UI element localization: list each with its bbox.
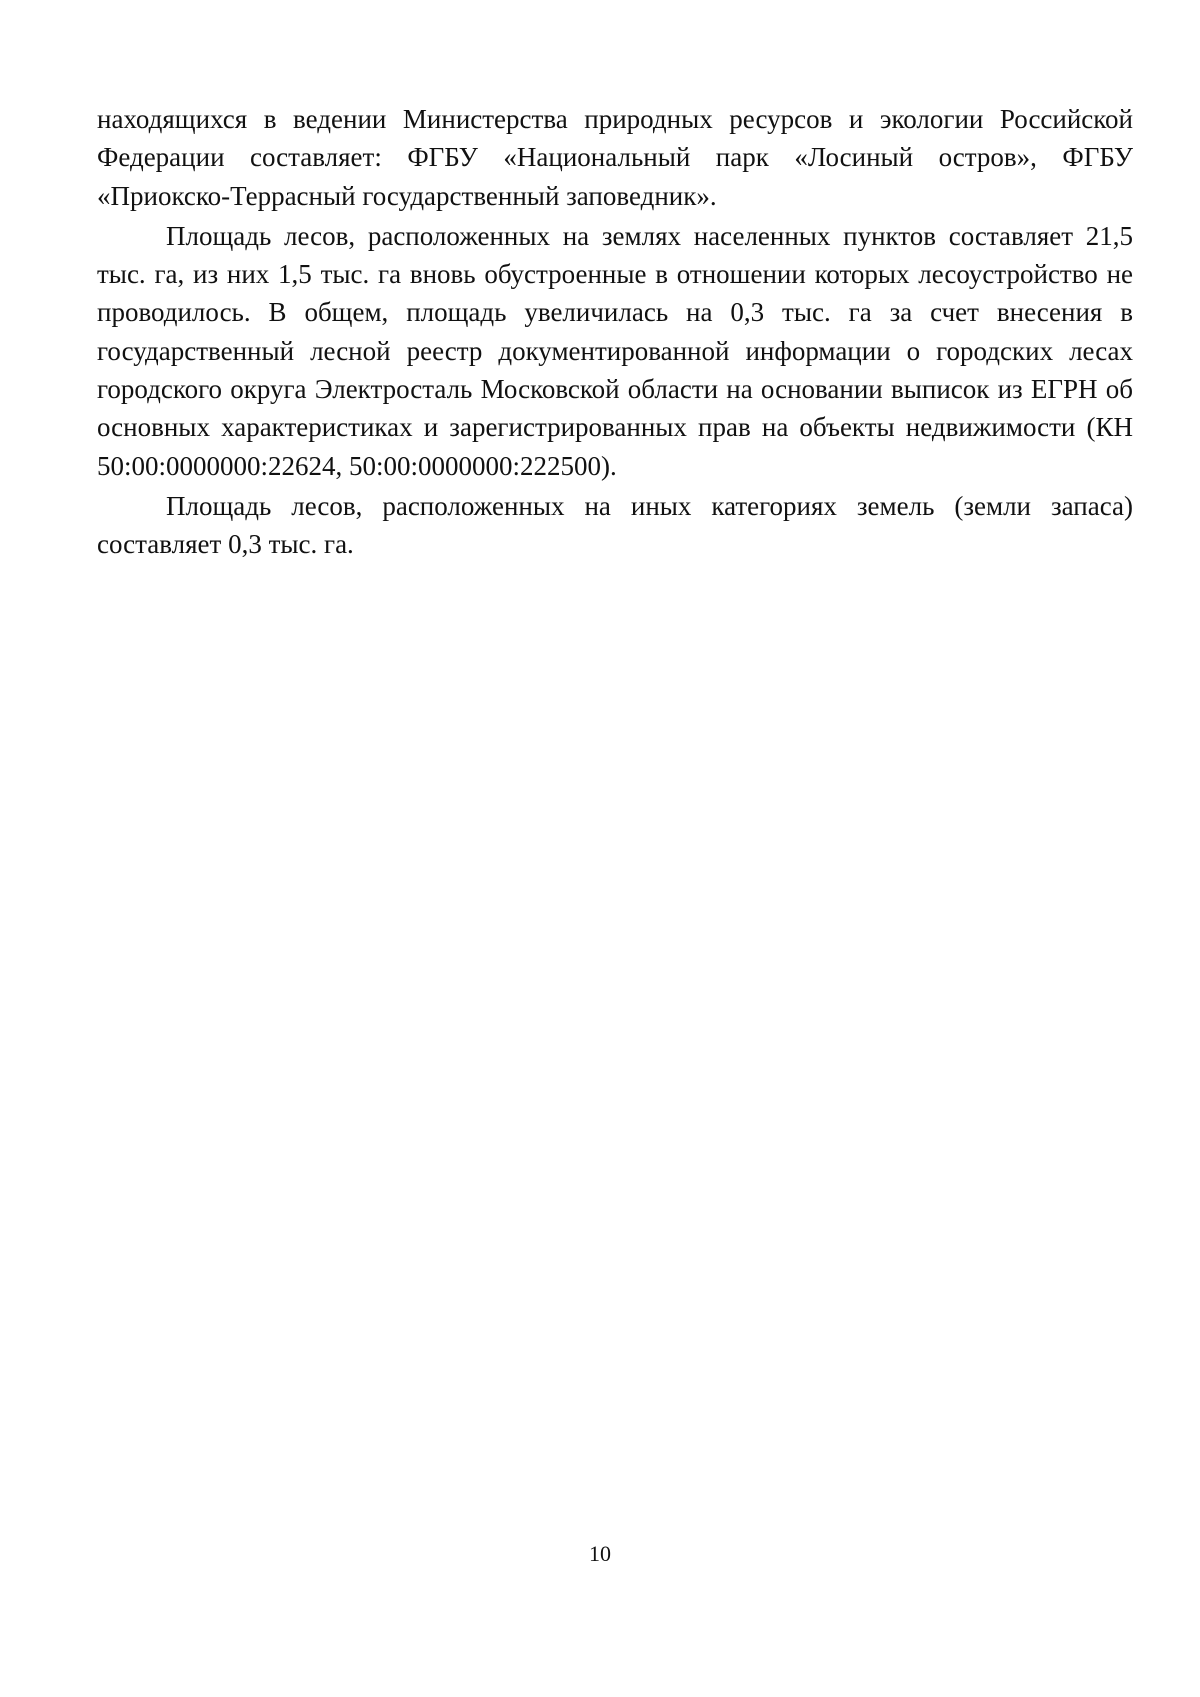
page-number: 10	[589, 1541, 611, 1566]
document-body	[97, 100, 1133, 564]
paragraph-continuation: находящихся в ведении Министерства природных ресурсов и экологии Российской Федерации составляет: ФГБУ «Национальный парк «Лосиный остров», ФГБУ «Приокско-Террасный государственный заповедник».	[97, 104, 1133, 211]
paragraph-settlement-forests: Площадь лесов, расположенных на землях населенных пунктов составляет 21,5 тыс. га, из них 1,5 тыс. га вновь обустроенные в отношении которых лесоустройство не проводилось. В общем, площадь увеличилась на 0,3 тыс. га за счет внесения в государственный лесной реестр документированной информации о городских лесах городского округа Электросталь Московской области на основании выписок из ЕГРН об основных характеристиках и зарегистрированных прав на объекты недвижимости (КН 50:00:0000000:22624, 50:00:0000000:222500).	[97, 220, 1133, 481]
paragraph-reserve-lands: Площадь лесов, расположенных на иных категориях земель (земли запаса) составляет 0,3 тыс. га.	[97, 490, 1133, 560]
